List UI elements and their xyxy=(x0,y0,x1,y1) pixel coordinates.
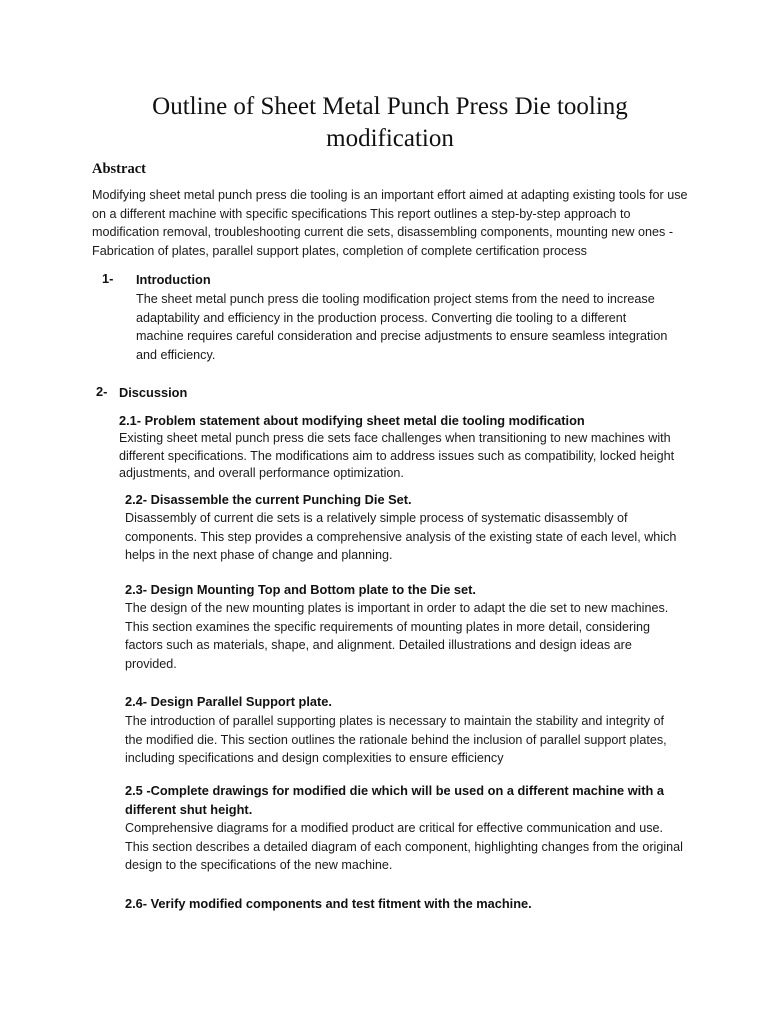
discussion-number: 2- xyxy=(96,384,108,399)
introduction-heading: Introduction xyxy=(136,272,211,287)
document-title: Outline of Sheet Metal Punch Press Die tooling modification xyxy=(152,93,628,152)
abstract-heading: Abstract xyxy=(92,161,146,177)
discussion-heading: Discussion xyxy=(119,385,188,400)
section-2-1-heading: 2.1- Problem statement about modifying sheet metal die tooling modification xyxy=(119,413,585,428)
introduction-text: The sheet metal punch press die tooling modification project stems from the need to increase adaptability and efficiency in the production process. Converting die tooling to a different machine requires careful consideration and precise adjustments to ensure seamless integration and efficiency. xyxy=(136,292,668,363)
section-2-1-text: Existing sheet metal punch press die sets face challenges when transitioning to new machines with different specifications. The modifications aim to address issues such as compatibility, locked height adjustments, and overall performance optimization. xyxy=(119,431,675,480)
section-2-5-text: Comprehensive diagrams for a modified product are critical for effective communication and use. This section describes a detailed diagram of each component, highlighting changes from the original design to the specifications of the new machine. xyxy=(125,821,683,873)
section-2-2-heading: 2.2- Disassemble the current Punching Die Set. xyxy=(125,492,412,507)
section-2-5-heading: 2.5 -Complete drawings for modified die which will be used on a different machine with a different shut height. xyxy=(125,783,664,817)
section-2-4-heading: 2.4- Design Parallel Support plate. xyxy=(125,694,332,709)
section-2-3-text: The design of the new mounting plates is important in order to adapt the die set to new machines. This section examines the specific requirements of mounting plates in more detail, considering factors such as materials, shape, and alignment. Detailed illustrations and design ideas are provided. xyxy=(125,601,669,672)
abstract-text: Modifying sheet metal punch press die tooling is an important effort aimed at adapting existing tools for use on a different machine with specific specifications This report outlines a step-by-step approach to modification removal, troubleshooting current die sets, disassembling components, mounting new ones -Fabrication of plates, parallel support plates, completion of complete certification process xyxy=(92,188,688,259)
section-2-2-text: Disassembly of current die sets is a relatively simple process of systematic disassembly of components. This step provides a comprehensive analysis of the existing state of each level, which helps in the next phase of change and planning. xyxy=(125,511,677,563)
section-2-3-heading: 2.3- Design Mounting Top and Bottom plate to the Die set. xyxy=(125,582,476,597)
introduction-number: 1- xyxy=(102,271,114,286)
section-2-4-text: The introduction of parallel supporting plates is necessary to maintain the stability and integrity of the modified die. This section outlines the rationale behind the inclusion of parallel support plates, including specifications and design complexities to ensure efficiency xyxy=(125,714,667,766)
section-2-6-heading: 2.6- Verify modified components and test fitment with the machine. xyxy=(125,896,532,911)
